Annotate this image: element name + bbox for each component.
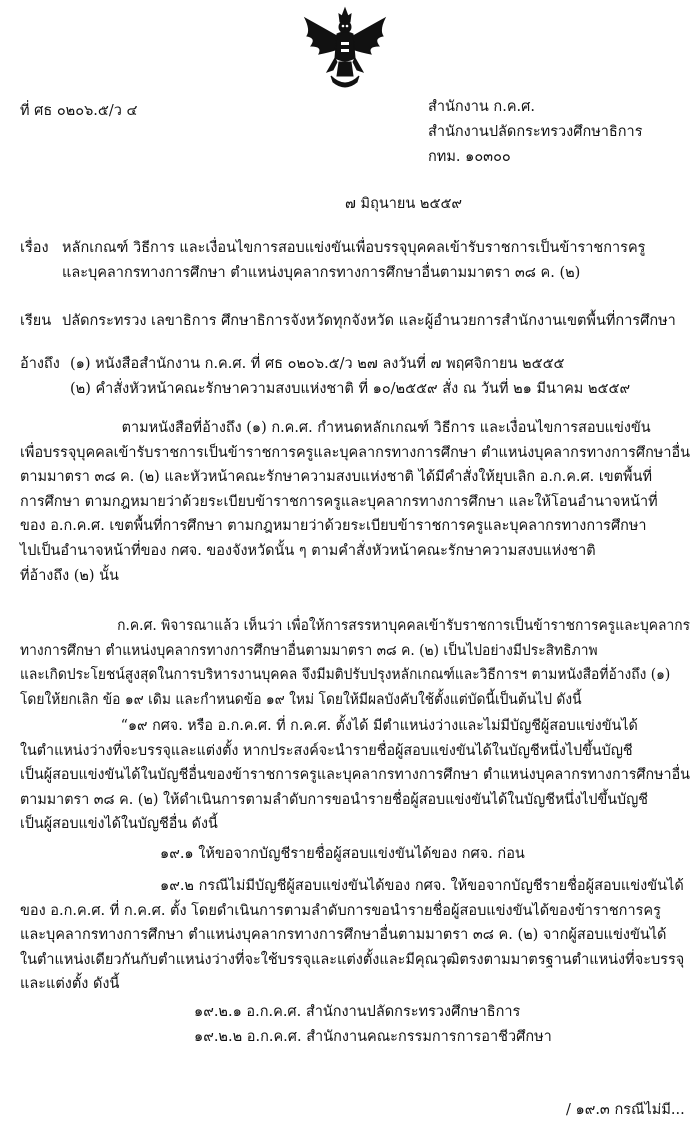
- reference-1: (๑) หนังสือสำนักงาน ก.ค.ศ. ที่ ศธ ๐๒๐๖.๕/ว ๒๗ ลงวันที่ ๗ พฤศจิกายน ๒๕๕๕: [70, 356, 565, 372]
- paragraph-line: ของ อ.ก.ค.ศ. ที่ ก.ค.ศ. ตั้ง โดยดำเนินการตามลำดับการขอนำรายชื่อผู้สอบแข่งขันได้ของข้าราชการครู: [20, 902, 661, 919]
- recipient-text: ปลัดกระทรวง เลขาธิการ ศึกษาธิการจังหวัดทุกจังหวัด และผู้อำนวยการสำนักงานเขตพื้นที่การศึกษา: [62, 313, 676, 329]
- paragraph-line: ก.ค.ศ. พิจารณาแล้ว เห็นว่า เพื่อให้การสรรหาบุคคลเข้ารับราชการเป็นข้าราชการครูและบุคลากร: [117, 618, 691, 634]
- paragraph-line: โดยให้ยกเลิก ข้อ ๑๙ เดิม และกำหนดข้อ ๑๙ ใหม่ โดยให้มีผลบังคับใช้ตั้งแต่บัดนี้เป็นต้นไป ดังนี้: [20, 691, 582, 708]
- org-name: สำนักงาน ก.ค.ศ.: [428, 99, 535, 115]
- paragraph-line: ที่อ้างถึง (๒) นั้น: [20, 567, 119, 584]
- paragraph-line: ในตำแหน่งว่างที่จะบรรจุและแต่งตั้ง หากประสงค์จะนำรายชื่อผู้สอบแข่งขันได้ในบัญชีหนึ่งไปขึ้นบัญชี: [20, 742, 633, 759]
- paragraph-1: [20, 416, 693, 588]
- paragraph-2: [20, 614, 700, 712]
- paragraph-line: และบุคลากรทางการศึกษา ตำแหน่งบุคลากรทางการศึกษาอื่นตามมาตรา ๓๘ ค. (๒) จากผู้สอบแข่งขันได้: [20, 927, 667, 944]
- garuda-emblem-icon: [297, 6, 393, 92]
- org-postal: กทม. ๑๐๓๐๐: [428, 149, 511, 165]
- subject-line-1: หลักเกณฑ์ วิธีการ และเงื่อนไขการสอบแข่งขันเพื่อบรรจุบุคคลเข้ารับราชการเป็นข้าราชการครู: [62, 240, 646, 256]
- clause-19-2-1: ๑๙.๒.๑ อ.ก.ค.ศ. สำนักงานปลัดกระทรวงศึกษาธิการ: [194, 1004, 521, 1020]
- paragraph-line: เพื่อบรรจุบุคคลเข้ารับราชการเป็นข้าราชการครูและบุคลากรทางการศึกษา ตำแหน่งบุคลากรทางการศึกษาอื่น: [20, 444, 691, 461]
- clause-19: [20, 714, 699, 837]
- document-date: ๗ มิถุนายน ๒๕๕๙: [345, 196, 463, 212]
- paragraph-line: ทางการศึกษา ตำแหน่งบุคลากรทางการศึกษาอื่นตามมาตรา ๓๘ ค. (๒) เป็นไปอย่างมีประสิทธิภาพ: [20, 642, 598, 659]
- org-ministry: สำนักงานปลัดกระทรวงศึกษาธิการ: [428, 124, 643, 140]
- paragraph-line: และแต่งตั้ง ดังนี้: [20, 976, 120, 993]
- recipient-label: เรียน: [20, 313, 52, 329]
- paragraph-line: เป็นผู้สอบแข่งขันได้ในบัญชีอื่นของข้าราชการครูและบุคลากรทางการศึกษา ตำแหน่งบุคลากรทางการศึกษาอื่น: [20, 767, 690, 784]
- subject-line-2: และบุคลากรทางการศึกษา ตำแหน่งบุคลากรทางการศึกษาอื่นตามมาตรา ๓๘ ค. (๒): [62, 265, 581, 281]
- paragraph-line: ตามมาตรา ๓๘ ค. (๒) และหัวหน้าคณะรักษาความสงบแห่งชาติ ได้มีคำสั่งให้ยุบเลิก อ.ก.ค.ศ. เขตพื้นที่: [20, 469, 652, 486]
- paragraph-line: ไปเป็นอำนาจหน้าที่ของ กศจ. ของจังหวัดนั้น ๆ ตามคำสั่งหัวหน้าคณะรักษาความสงบแห่งชาติ: [20, 542, 596, 559]
- paragraph-line: และเกิดประโยชน์สูงสุดในการบริหารงานบุคคล จึงมีมติปรับปรุงหลักเกณฑ์และวิธีการฯ ตามหนังสือที่อ้างถึง (๑): [20, 667, 671, 684]
- continuation-note: / ๑๙.๓ กรณีไม่มี...: [566, 1102, 685, 1118]
- paragraph-line: ในตำแหน่งเดียวกันกับตำแหน่งว่างที่จะใช้บรรจุและแต่งตั้งและมีคุณวุฒิตรงตามมาตรฐานตำแหน่งที่จะบรรจุ: [20, 951, 685, 968]
- paragraph-line: ตามหนังสือที่อ้างถึง (๑) ก.ค.ศ. กำหนดหลักเกณฑ์ วิธีการ และเงื่อนไขการสอบแข่งขัน: [121, 420, 651, 436]
- reference-2: (๒) คำสั่งหัวหน้าคณะรักษาความสงบแห่งชาติ ที่ ๑๐/๒๕๕๙ สั่ง ณ วันที่ ๒๑ มีนาคม ๒๕๕๙: [70, 381, 631, 397]
- paragraph-line: “๑๙ กศจ. หรือ อ.ก.ค.ศ. ที่ ก.ค.ศ. ตั้งได้ มีตำแหน่งว่างและไม่มีบัญชีผู้สอบแข่งขันได้: [120, 718, 638, 734]
- references-label: อ้างถึง: [20, 356, 60, 372]
- subject-label: เรื่อง: [20, 240, 49, 256]
- paragraph-line: ตามมาตรา ๓๘ ค. (๒) ให้ดำเนินการตามลำดับการขอนำรายชื่อผู้สอบแข่งขันได้ในบัญชีหนึ่งไปขึ้นบัญชี: [20, 791, 649, 808]
- paragraph-line: เป็นผู้สอบแข่งได้ในบัญชีอื่น ดังนี้: [20, 816, 218, 833]
- paragraph-line: ของ อ.ก.ค.ศ. เขตพื้นที่การศึกษา ตามกฎหมายว่าด้วยระเบียบข้าราชการครูและบุคลากรทางการศึกษา: [20, 518, 647, 535]
- paragraph-line: การศึกษา ตามกฎหมายว่าด้วยระเบียบข้าราชการครูและบุคลากรทางการศึกษา และให้โอนอำนาจหน้าที่: [20, 493, 658, 510]
- paragraph-line: ๑๙.๒ กรณีไม่มีบัญชีผู้สอบแข่งขันได้ของ กศจ. ให้ขอจากบัญชีรายชื่อผู้สอบแข่งขันได้: [160, 878, 684, 894]
- clause-19-1: ๑๙.๑ ให้ขอจากบัญชีรายชื่อผู้สอบแข่งขันได้ของ กศจ. ก่อน: [160, 846, 525, 862]
- clause-19-2: [20, 874, 684, 997]
- document-number: ที่ ศธ ๐๒๐๖.๕/ว ๔: [20, 103, 138, 119]
- clause-19-2-2: ๑๙.๒.๒ อ.ก.ค.ศ. สำนักงานคณะกรรมการการอาชีวศึกษา: [194, 1029, 552, 1045]
